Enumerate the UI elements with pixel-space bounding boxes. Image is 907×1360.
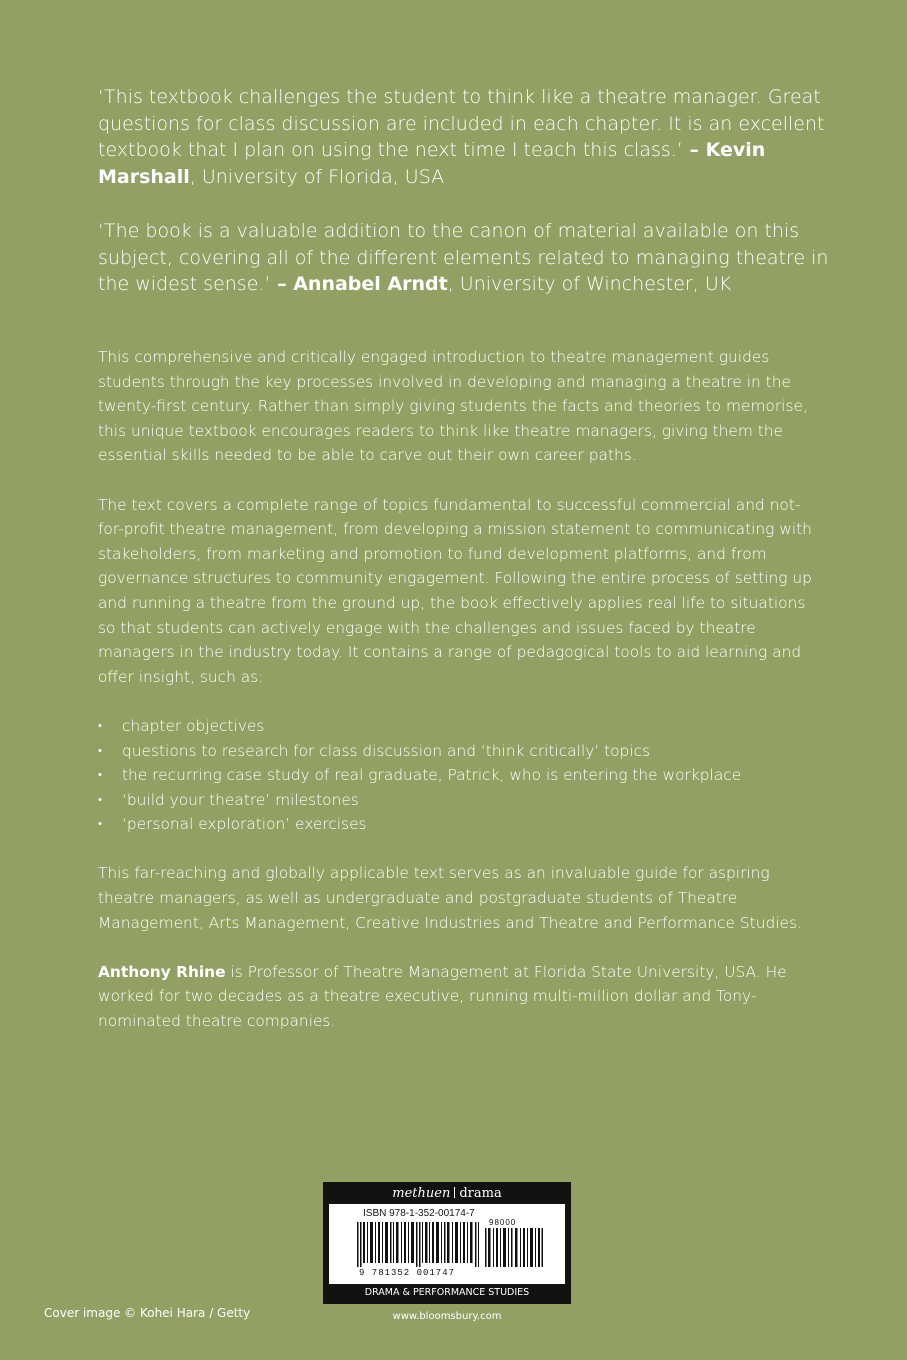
list-item-text: questions to research for class discussion and ‘think critically’ topics: [122, 741, 651, 760]
features-list: [98, 714, 818, 837]
endorsement-quote: [98, 84, 838, 190]
list-item: [98, 763, 818, 788]
bullet-icon: •: [98, 718, 102, 732]
publisher-website: www.bloomsbury.com: [392, 1311, 502, 1322]
brand-left: methuen: [392, 1186, 451, 1201]
quote-affiliation: , University of Winchester, UK: [447, 273, 732, 295]
description-paragraph: This comprehensive and critically engaged introduction to theatre management guides students through the key processes involved in developing and managing a theatre in the twenty-first century. Rather than simply giving students the facts and theories to memorise, this unique textbook encourages readers to think like theatre managers, giving them the essential skills needed to be able to carve out their own career paths.: [98, 348, 808, 465]
quote-text: ‘The book is a valuable addition to the canon of material available on this subject, covering all of the different elements related to managing theatre in the widest sense.’: [98, 220, 829, 295]
quote-dash: –: [270, 273, 294, 295]
list-item: [98, 714, 818, 739]
quote-text: ‘This textbook challenges the student to think like a theatre manager. Great questions for class discussion are included in each chapter. It is an excellent textbook that I plan on using the next time I teach this class.’: [98, 86, 825, 161]
brand-right: drama: [459, 1186, 502, 1201]
bullet-icon: •: [98, 817, 102, 831]
endorsements: [98, 84, 838, 326]
list-item: [98, 812, 818, 837]
isbn-text: ISBN 978-1-352-00174-7: [363, 1208, 475, 1219]
author-bio: [98, 960, 818, 1034]
series-label: DRAMA & PERFORMANCE STUDIES: [364, 1287, 530, 1298]
author-bio-text: is Professor of Theatre Management at Florida State University, USA. He worked for two decades as a theatre executive, running multi-million dollar and Tony-nominated theatre companies.: [98, 962, 787, 1031]
brand-separator: [454, 1187, 455, 1198]
quote-affiliation: , University of Florida, USA: [189, 165, 445, 188]
list-item: [98, 739, 818, 764]
quote-dash: –: [682, 139, 706, 161]
bullet-icon: •: [98, 768, 102, 782]
barcode-icon: [357, 1222, 479, 1267]
quote-author: Annabel Arndt: [293, 273, 448, 295]
author-name: Anthony Rhine: [98, 962, 226, 981]
publisher-barcode-block: [323, 1182, 571, 1304]
cover-credit: Cover image © Kohei Hara / Getty: [44, 1306, 251, 1320]
list-item-text: the recurring case study of real graduate, Patrick, who is entering the workplace: [122, 766, 742, 785]
list-item-text: ‘build your theatre’ milestones: [122, 790, 359, 809]
bullet-icon: •: [98, 792, 102, 806]
barcode-addon-icon: [485, 1228, 543, 1267]
barcode-digits: 9 781352 001747: [359, 1268, 456, 1278]
list-item-text: ‘personal exploration’ exercises: [122, 815, 367, 834]
price-code: 98000: [489, 1218, 517, 1227]
publisher-logo: [323, 1186, 571, 1202]
blurb: [98, 345, 818, 1058]
quote-author: Kevin Marshall: [98, 139, 766, 188]
bullet-icon: •: [98, 743, 102, 757]
barcode-panel: [329, 1204, 565, 1284]
list-item: [98, 788, 818, 813]
list-item-text: chapter objectives: [122, 716, 265, 735]
closing-paragraph: This far-reaching and globally applicable text serves as an invaluable guide for aspiring theatre managers, as well as undergraduate and postgraduate students of Theatre Management, Arts Management, Creative Industries and Theatre and Performance Studies.: [98, 864, 802, 932]
endorsement-quote: [98, 218, 838, 298]
description-paragraph: The text covers a complete range of topics fundamental to successful commercial and not-for-profit theatre management, from developing a mission statement to communicating with stakeholders, from marketing and promotion to fund development platforms, and from governance structures to community engagement. Following the entire process of setting up and running a theatre from the ground up, the book effectively applies real life to situations so that students can actively engage with the challenges and issues faced by theatre managers in the industry today. It contains a range of pedagogical tools to aid learning and offer insight, such as:: [98, 495, 812, 686]
